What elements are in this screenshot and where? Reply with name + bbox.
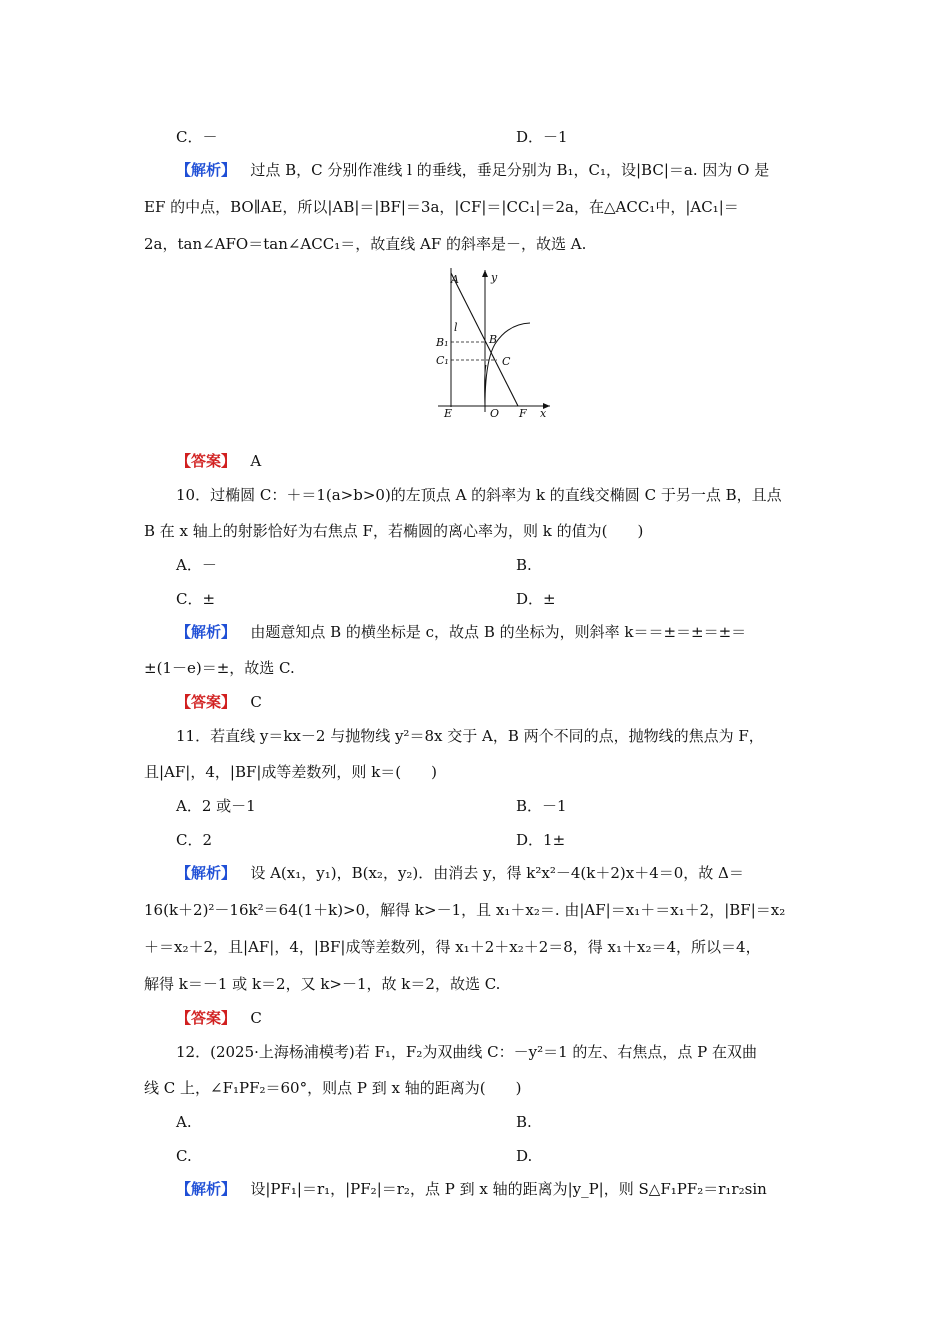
analysis-line: ＋＝x₂＋2，且|AF|，4，|BF|成等差数列，得 x₁＋2＋x₂＋2＝8，得 x₁＋x₂＝4，所以＝4， xyxy=(144,938,761,956)
question-stem: 10．过椭圆 C：＋＝1(a>b>0)的左顶点 A 的斜率为 k 的直线交椭圆 C 于另一点 B，且点 xyxy=(176,486,782,504)
label-c1: C₁ xyxy=(436,354,449,367)
option-c: C．－ xyxy=(176,128,218,146)
label-x: x xyxy=(540,407,547,420)
option-a: A. xyxy=(176,1113,192,1131)
label-b1: B₁ xyxy=(436,336,449,349)
analysis-tag: 【解析】 xyxy=(176,864,237,882)
option-c: C．± xyxy=(176,590,216,608)
answer-line xyxy=(176,692,262,712)
analysis-line: 【解析】 过点 B，C 分别作准线 l 的垂线，垂足分别为 B₁，C₁，设|BC|＝a. 因为 O 是 xyxy=(176,161,770,179)
answer-line xyxy=(176,1008,262,1028)
analysis-line: 【解析】 由题意知点 B 的横坐标是 c，故点 B 的坐标为，则斜率 k＝＝±＝±＝±＝ xyxy=(176,623,747,641)
label-a: A xyxy=(451,273,459,286)
option-a: A．2 或－1 xyxy=(176,797,256,815)
label-f: F xyxy=(519,407,527,420)
option-b: B. xyxy=(516,556,532,574)
option-c: C. xyxy=(176,1147,192,1165)
question-stem: B 在 x 轴上的射影恰好为右焦点 F，若椭圆的离心率为，则 k 的值为( ) xyxy=(144,522,644,540)
analysis-line: 2a，tan∠AFO＝tan∠ACC₁＝，故直线 AF 的斜率是－，故选 A. xyxy=(144,235,587,253)
option-b: B．－1 xyxy=(516,797,567,815)
question-stem: 且|AF|，4，|BF|成等差数列，则 k＝( ) xyxy=(144,763,437,781)
label-l: l xyxy=(454,321,458,334)
analysis-line: ±(1－e)＝±，故选 C. xyxy=(144,659,295,677)
analysis-line: EF 的中点，BO∥AE，所以|AB|＝|BF|＝3a，|CF|＝|CC₁|＝2a，在△ACC₁中，|AC₁|＝ xyxy=(144,198,739,216)
question-stem: 线 C 上，∠F₁PF₂＝60°，则点 P 到 x 轴的距离为( ) xyxy=(144,1079,522,1097)
geometry-figure xyxy=(420,265,560,420)
analysis-line: 【解析】 设|PF₁|＝r₁，|PF₂|＝r₂，点 P 到 x 轴的距离为|y_P|，则 S△F₁PF₂＝r₁r₂sin xyxy=(176,1180,767,1198)
answer-line xyxy=(176,451,261,471)
label-b: B xyxy=(489,333,498,346)
answer-tag: 【答案】 xyxy=(176,1009,237,1027)
analysis-tag: 【解析】 xyxy=(176,1180,237,1198)
label-y: y xyxy=(491,271,498,284)
answer-value: C xyxy=(250,693,262,711)
analysis-line: 【解析】 设 A(x₁，y₁)，B(x₂，y₂)．由消去 y，得 k²x²－4(k＋2)x＋4＝0，故 Δ＝ xyxy=(176,864,744,882)
analysis-line: 16(k＋2)²－16k²＝64(1＋k)>0，解得 k>－1，且 x₁＋x₂＝. 由|AF|＝x₁＋＝x₁＋2，|BF|＝x₂ xyxy=(144,901,786,919)
option-c: C．2 xyxy=(176,831,213,849)
label-e: E xyxy=(444,407,453,420)
answer-tag: 【答案】 xyxy=(176,452,237,470)
option-d: D．± xyxy=(516,590,556,608)
option-d: D. xyxy=(516,1147,533,1165)
question-stem: 11．若直线 y＝kx－2 与抛物线 y²＝8x 交于 A，B 两个不同的点，抛物线的焦点为 F， xyxy=(176,727,764,745)
analysis-tag: 【解析】 xyxy=(176,623,237,641)
option-a: A．－ xyxy=(176,556,217,574)
option-d: D．－1 xyxy=(516,128,568,146)
analysis-tag: 【解析】 xyxy=(176,161,237,179)
option-d: D．1± xyxy=(516,831,566,849)
option-b: B. xyxy=(516,1113,532,1131)
analysis-line: 解得 k＝－1 或 k＝2，又 k>－1，故 k＝2，故选 C. xyxy=(144,975,501,993)
label-c: C xyxy=(502,355,511,368)
answer-value: C xyxy=(250,1009,262,1027)
answer-value: A xyxy=(250,452,262,470)
answer-tag: 【答案】 xyxy=(176,693,237,711)
label-o: O xyxy=(490,407,500,420)
question-stem: 12．(2025·上海杨浦模考)若 F₁，F₂为双曲线 C：－y²＝1 的左、右焦点，点 P 在双曲 xyxy=(176,1043,758,1061)
